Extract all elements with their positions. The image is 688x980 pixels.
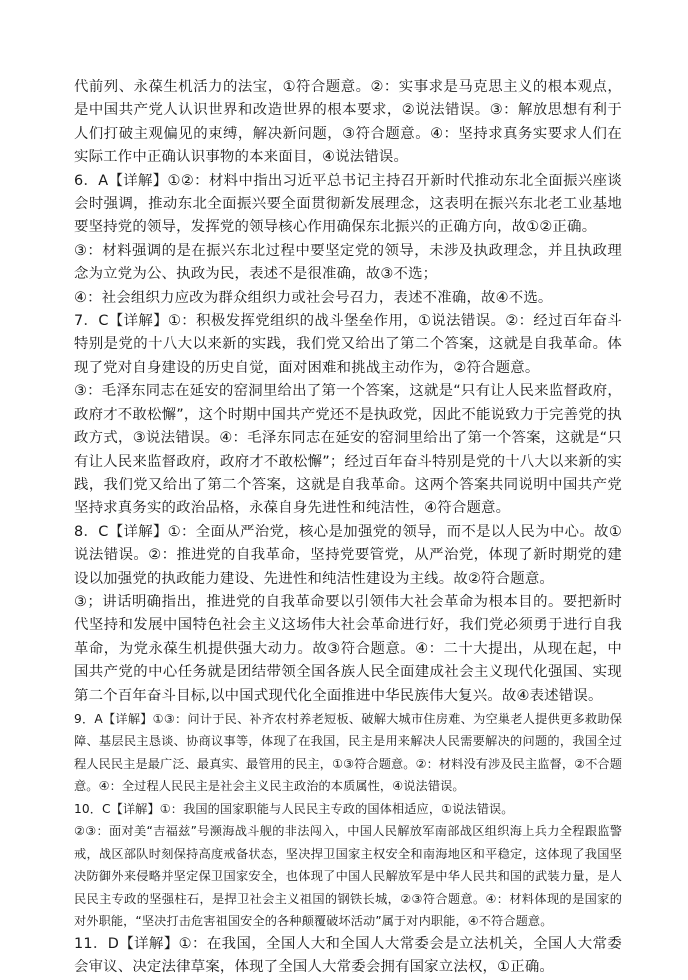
paragraph-continuation: 代前列、永葆生机活力的法宝，①符合题意。②：实事求是马克思主义的根本观点，是中国共产党人认识世界和改造世界的根本要求，②说法错误。③：解放思想有利于人们打破主观偏见的束缚，解决新问题，③符合题意。④：坚持求真务实要求人们在实际工作中正确认识事物的本来面目，④说法错误。 (74, 79, 622, 166)
answer-10-part-1: 10．C【详解】①：我国的国家职能与人民民主专政的国体相适应，①说法错误。 (74, 801, 514, 816)
answer-10-part-2: ②③：面对美“吉福兹”号濒海战斗舰的非法闯入，中国人民解放军南部战区组织海上兵力全程跟监警戒，战区部队时刻保持高度戒备状态，坚决捍卫国家主权安全和南海地区和平稳定，这体现了我国坚决防御外来侵略并坚定保卫国家安全，也体现了中国人民解放军是中华人民共和国的武装力量，是人民民主专政的坚强柱石，是捍卫社会主义祖国的钢铁长城，②③符合题意。④：材料体现的是国家的对外职能，“坚决打击危害祖国安全的各种颠覆破坏活动”属于对内职能，④不符合题意。 (74, 824, 622, 929)
answer-8-part-1: 8．C【详解】①：全面从严治党，核心是加强党的领导，而不是以人民为中心。故①说法错误。②：推进党的自我革命，坚持党要管党，从严治党，体现了新时期党的建设以加强党的执政能力建设、先进性和纯洁性建设为主线。故②符合题意。 (74, 523, 622, 587)
answer-9: 9．A【详解】①③：问计于民、补齐农村养老短板、破解大城市住房难、为空巢老人提供更多救助保障、基层民主恳谈、协商议事等，体现了在我国，民主是用来解决人民需要解决的问题的，我国全过程人民民主是最广泛、最真实、最管用的民主，①③符合题意。②：材料没有涉及民主监督，②不合题意。④：全过程人民民主是社会主义民主政治的本质属性，④说法错误。 (74, 711, 622, 794)
answer-7-part-2: ③：毛泽东同志在延安的窑洞里给出了第一个答案，这就是“只有让人民来监督政府，政府才不敢松懈”，这个时期中国共产党还不是执政党，因此不能说致力于完善党的执政方式，③说法错误。④：毛泽东同志在延安的窑洞里给出了第一个答案，这就是“只有让人民来监督政府，政府才不敢松懈”；经过百年奋斗特别是党的十八大以来新的实践，我们党又给出了第二个答案，这就是自我革命。这两个答案共同说明中国共产党坚持求真务实的政治品格，永葆自身先进性和纯洁性，④符合题意。 (74, 383, 622, 517)
answer-8-part-2: ③；讲话明确指出，推进党的自我革命要以引领伟大社会革命为根本目的。要把新时代坚持和发展中国特色社会主义这场伟大社会革命进行好，我们党必须勇于进行自我革命，为党永葆生机提供强大动力。故③符合题意。④：二十大提出，从现在起，中国共产党的中心任务就是团结带领全国各族人民全面建成社会主义现代化强国、实现第二个百年奋斗目标,以中国式现代化全面推进中华民族伟大复兴。故④表述错误。 (74, 593, 622, 704)
answer-6-part-2: ③：材料强调的是在振兴东北过程中要坚定党的领导，未涉及执政理念，并且执政理念为立党为公、执政为民，表述不是很准确，故③不选； (74, 242, 622, 283)
answer-7-part-1: 7．C【详解】①：积极发挥党组织的战斗堡垒作用，①说法错误。②：经过百年奋斗特别是党的十八大以来新的实践，我们党又给出了第二个答案，这就是自我革命。体现了党对自身建设的历史自觉，面对困难和挑战主动作为，②符合题意。 (74, 313, 622, 376)
answer-6-part-3: ④：社会组织力应改为群众组织力或社会号召力，表述不准确，故④不选。 (74, 289, 553, 306)
answer-document (74, 76, 622, 980)
answer-6-part-1: 6．A【详解】①②：材料中指出习近平总书记主持召开新时代推动东北全面振兴座谈会时强调，推动东北全面振兴要全面贯彻新发展理念，这表明在振兴东北老工业基地要坚持党的领导，发挥党的领导核心作用确保东北振兴的正确方向，故①②正确。 (74, 172, 622, 236)
answer-11: 11．D【详解】①：在我国，全国人大和全国人大常委会是立法机关，全国人大常委会审议、决定法律草案，体现了全国人大常委会拥有国家立法权，①正确。 (74, 935, 622, 976)
